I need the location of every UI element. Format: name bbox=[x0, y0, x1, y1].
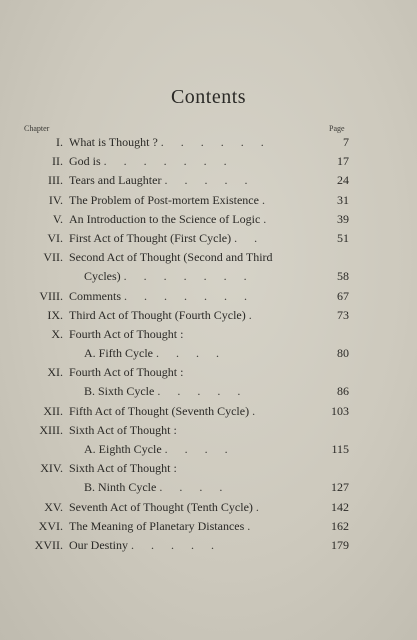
chapter-column-label: Chapter bbox=[24, 124, 50, 133]
chapter-title-text: Comments bbox=[69, 288, 122, 303]
chapter-number: VI. bbox=[47, 230, 63, 245]
chapter-title-text: Seventh Act of Thought (Tenth Cycle) bbox=[69, 499, 253, 514]
page-number: 115 bbox=[331, 442, 349, 456]
page-number: 127 bbox=[331, 480, 349, 495]
toc-row-16 bbox=[0, 421, 417, 440]
chapter-title-text: Cycles) bbox=[84, 269, 121, 284]
dot-leader: . bbox=[252, 403, 263, 418]
dot-leader: . bbox=[263, 211, 274, 226]
chapter-title bbox=[84, 440, 342, 459]
dot-leader: . . . . . . . bbox=[103, 154, 234, 169]
chapter-title bbox=[84, 344, 342, 363]
dot-leader: . bbox=[247, 518, 258, 533]
toc-row-3 bbox=[0, 171, 417, 190]
page-number: 67 bbox=[337, 288, 349, 303]
chapter-title-text: An Introduction to the Science of Logic bbox=[69, 211, 261, 226]
toc-row-6 bbox=[0, 229, 417, 248]
chapter-title bbox=[69, 517, 327, 536]
dot-leader: . bbox=[248, 307, 259, 322]
toc-row-10 bbox=[0, 306, 417, 325]
chapter-title-text: B. Ninth Cycle bbox=[84, 480, 157, 495]
toc-row-13 bbox=[0, 363, 417, 382]
page-number: 162 bbox=[331, 518, 349, 533]
chapter-title-text: First Act of Thought (First Cycle) bbox=[69, 230, 232, 245]
chapter-title bbox=[69, 152, 327, 171]
chapter-title-text: Fifth Act of Thought (Seventh Cycle) bbox=[69, 403, 250, 418]
dot-leader: . bbox=[261, 192, 272, 207]
toc-row-2 bbox=[0, 152, 417, 171]
chapter-title bbox=[69, 325, 327, 344]
dot-leader: . . . . . bbox=[164, 173, 255, 188]
chapter-number: XVI. bbox=[38, 518, 63, 533]
toc-row-20 bbox=[0, 498, 417, 517]
page-number: 80 bbox=[337, 346, 349, 361]
chapter-number: XV. bbox=[44, 499, 63, 514]
chapter-title-text: The Meaning of Planetary Distances bbox=[69, 518, 245, 533]
chapter-title bbox=[69, 248, 327, 267]
dot-leader: . bbox=[255, 499, 266, 514]
chapter-title bbox=[69, 229, 327, 248]
page-number: 51 bbox=[337, 230, 349, 245]
chapter-number: III. bbox=[48, 173, 63, 188]
dot-leader: . . . . . . bbox=[160, 135, 271, 149]
dot-leader: . . . . . . . bbox=[124, 288, 255, 303]
chapter-title bbox=[69, 287, 327, 306]
chapter-title-text: The Problem of Post-mortem Existence bbox=[69, 192, 259, 207]
chapter-title-text: Second Act of Thought (Second and Third bbox=[69, 250, 273, 265]
chapter-title bbox=[69, 191, 327, 210]
page-number: 103 bbox=[331, 403, 349, 418]
chapter-title bbox=[84, 478, 342, 497]
dot-leader: . . . . . . . bbox=[123, 269, 254, 284]
chapter-title bbox=[84, 267, 342, 286]
toc-row-14 bbox=[0, 382, 417, 401]
chapter-title bbox=[69, 498, 327, 517]
toc-row-22 bbox=[0, 536, 417, 555]
chapter-title-text: A. Fifth Cycle bbox=[84, 346, 153, 361]
toc-row-21 bbox=[0, 517, 417, 536]
chapter-title-text: God is bbox=[69, 154, 101, 169]
page-number: 31 bbox=[337, 192, 349, 207]
chapter-title bbox=[69, 402, 327, 421]
page-number: 39 bbox=[337, 211, 349, 226]
toc-row-8 bbox=[0, 267, 417, 286]
chapter-title bbox=[69, 306, 327, 325]
chapter-number: XIV. bbox=[40, 461, 63, 476]
chapter-number: II. bbox=[52, 154, 63, 169]
page-number: 58 bbox=[337, 269, 349, 284]
chapter-number: IV. bbox=[48, 192, 63, 207]
chapter-title bbox=[69, 459, 327, 478]
toc-row-12 bbox=[0, 344, 417, 363]
toc-row-9 bbox=[0, 287, 417, 306]
dot-leader: . . . . bbox=[156, 346, 226, 361]
dot-leader: . . bbox=[234, 230, 265, 245]
toc-row-19 bbox=[0, 478, 417, 497]
chapter-title-text: Fourth Act of Thought : bbox=[69, 326, 184, 341]
chapter-title bbox=[69, 133, 327, 152]
table-of-contents bbox=[0, 133, 417, 555]
chapter-title bbox=[69, 421, 327, 440]
toc-row-4 bbox=[0, 191, 417, 210]
dot-leader: . . . . bbox=[159, 480, 230, 495]
chapter-title bbox=[69, 210, 327, 229]
chapter-title bbox=[69, 536, 327, 555]
chapter-number: IX. bbox=[47, 307, 63, 322]
page-number: 7 bbox=[343, 135, 349, 149]
chapter-title-text: Fourth Act of Thought : bbox=[69, 365, 184, 380]
chapter-number: I. bbox=[56, 135, 63, 149]
dot-leader: . . . . bbox=[164, 442, 235, 456]
chapter-title-text: Sixth Act of Thought : bbox=[69, 422, 177, 437]
page-number: 179 bbox=[331, 537, 349, 552]
chapter-title-text: B. Sixth Cycle bbox=[84, 384, 155, 399]
chapter-title bbox=[69, 363, 327, 382]
chapter-title-text: Sixth Act of Thought : bbox=[69, 461, 177, 476]
chapter-number: XII. bbox=[43, 403, 63, 418]
toc-row-15 bbox=[0, 402, 417, 421]
chapter-title-text: A. Eighth Cycle bbox=[84, 442, 162, 456]
toc-row-1 bbox=[0, 133, 417, 152]
toc-row-5 bbox=[0, 210, 417, 229]
chapter-number: X. bbox=[51, 326, 63, 341]
chapter-number: V. bbox=[52, 211, 63, 226]
chapter-title-text: What is Thought ? bbox=[69, 135, 158, 149]
chapter-number: VIII. bbox=[39, 288, 63, 303]
chapter-number: XI. bbox=[47, 365, 63, 380]
page-number: 86 bbox=[337, 384, 349, 399]
page-column-label: Page bbox=[329, 124, 345, 133]
chapter-title-text: Tears and Laughter bbox=[69, 173, 162, 188]
page-number: 73 bbox=[337, 307, 349, 322]
chapter-number: XVII. bbox=[34, 537, 63, 552]
dot-leader: . . . . . bbox=[131, 537, 221, 552]
chapter-title-text: Our Destiny bbox=[69, 537, 128, 552]
page-title: Contents bbox=[170, 86, 247, 108]
toc-row-17 bbox=[0, 440, 417, 459]
toc-row-11 bbox=[0, 325, 417, 344]
toc-row-18 bbox=[0, 459, 417, 478]
toc-row-7 bbox=[0, 248, 417, 267]
chapter-title bbox=[84, 382, 342, 401]
page-number: 142 bbox=[331, 499, 349, 514]
chapter-title bbox=[69, 171, 327, 190]
chapter-title-text: Third Act of Thought (Fourth Cycle) bbox=[69, 307, 246, 322]
dot-leader: . . . . . bbox=[157, 384, 248, 399]
chapter-number: XIII. bbox=[39, 422, 63, 437]
chapter-number: VII. bbox=[43, 250, 63, 265]
page-number: 17 bbox=[337, 154, 349, 169]
page-number: 24 bbox=[337, 173, 349, 188]
